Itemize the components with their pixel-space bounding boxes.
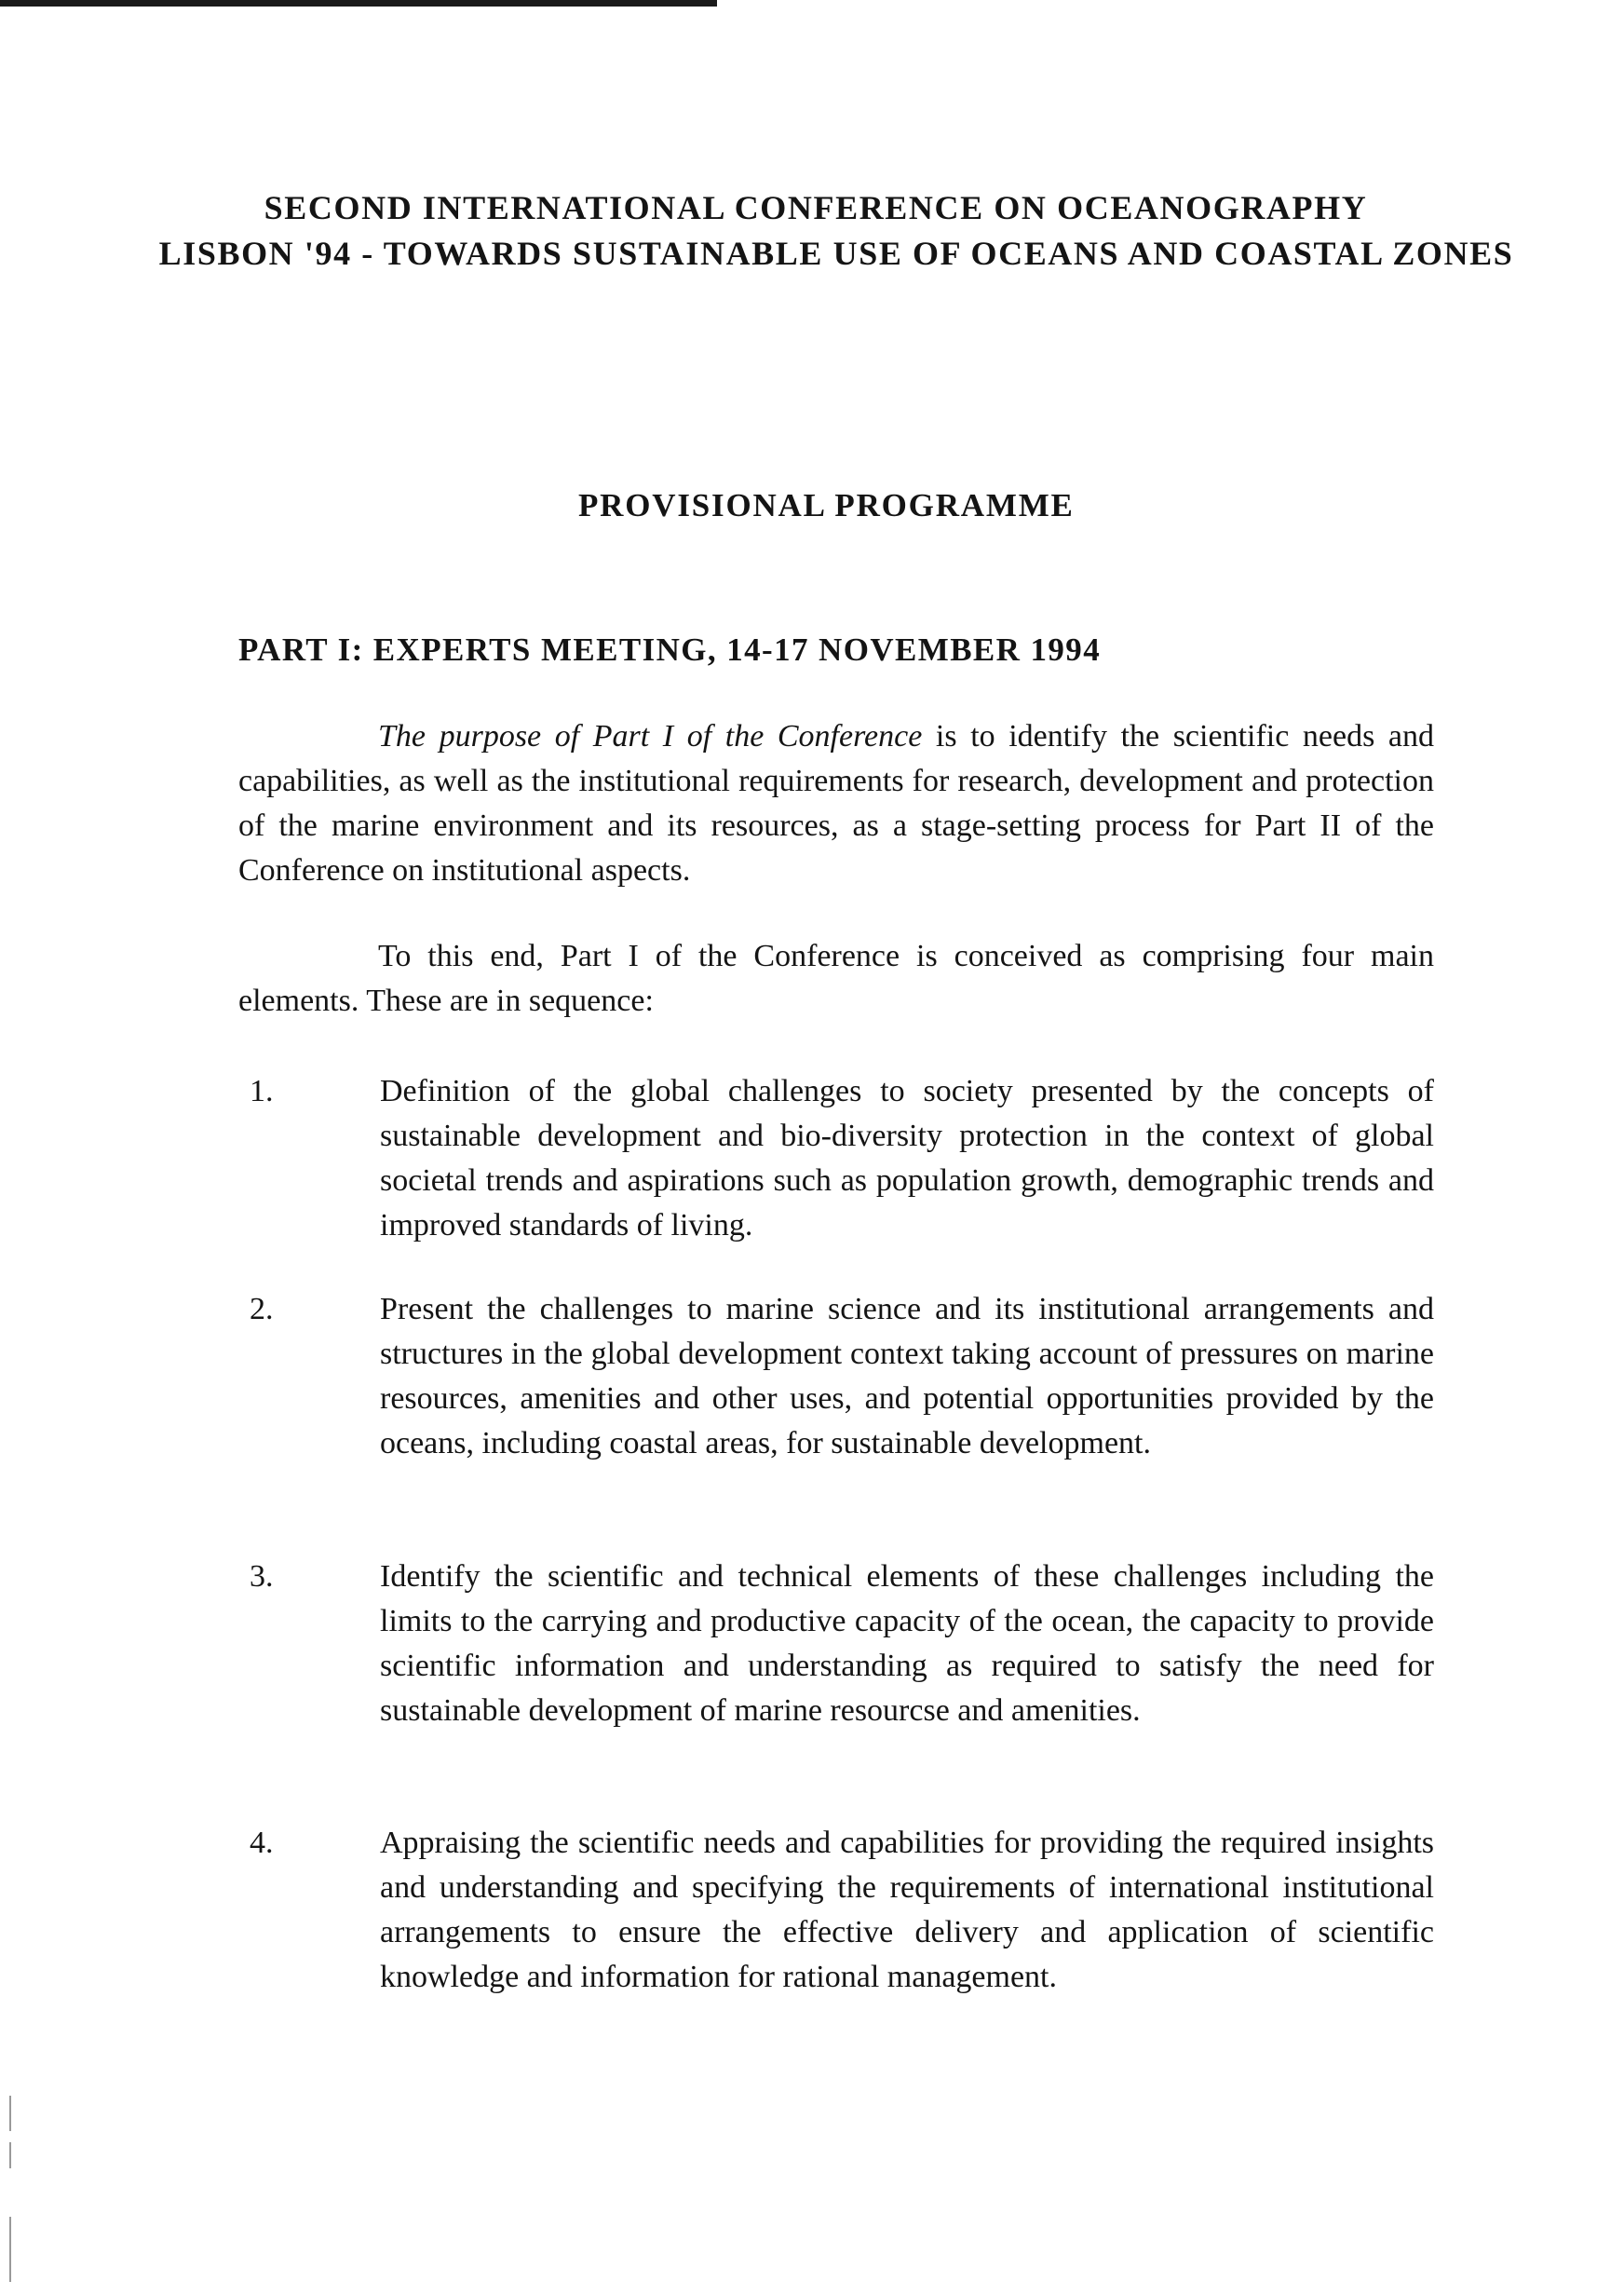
conference-title: SECOND INTERNATIONAL CONFERENCE ON OCEANOGRAPHY <box>264 189 1368 226</box>
intro-lead-italic: The purpose of Part I of the Conference <box>378 719 923 754</box>
elements-intro-paragraph <box>238 934 1434 1024</box>
list-item-text: Definition of the global challenges to society presented by the concepts of sustainable development and bio-diversity protection in the context of global societal trends and aspirations such as population growth, demographic trends and improved standards of living. <box>380 1074 1434 1243</box>
scan-edge-mark <box>9 2096 11 2131</box>
elements-intro-text: To this end, Part I of the Conference is conceived as comprising four main elements. These are in sequence: <box>238 939 1434 1018</box>
list-item-number: 3. <box>250 1559 274 1594</box>
scan-edge-mark <box>9 2217 11 2282</box>
list-item-text: Appraising the scientific needs and capabilities for providing the required insights and understanding and specifying the requirements of international institutional arrangements to ensure the effective delivery and application of scientific knowledge and information for rational management. <box>380 1826 1434 1994</box>
conference-subtitle: LISBON '94 - TOWARDS SUSTAINABLE USE OF OCEANS AND COASTAL ZONES <box>158 235 1514 272</box>
scan-border-top <box>0 0 717 7</box>
list-item-number: 2. <box>250 1292 274 1326</box>
list-item-text: Identify the scientific and technical elements of these challenges including the limits to the carrying and productive capacity of the ocean, the capacity to provide scientific information and understanding as required to satisfy the need for sustainable development of marine resourcse and amenities. <box>380 1559 1434 1728</box>
list-item-number: 4. <box>250 1826 274 1860</box>
intro-paragraph <box>238 714 1434 893</box>
part-heading: PART I: EXPERTS MEETING, 14-17 NOVEMBER 1994 <box>238 631 1102 668</box>
list-item-text: Present the challenges to marine science and its institutional arrangements and structures in the global development context taking account of pressures on marine resources, amenities and other uses, and potential opportunities provided by the oceans, including coastal areas, for sustainable development. <box>380 1292 1434 1460</box>
scan-edge-mark <box>9 2142 11 2168</box>
programme-heading: PROVISIONAL PROGRAMME <box>578 487 1075 523</box>
list-item-number: 1. <box>250 1074 274 1108</box>
intro-lead-text: is to identify the scientific needs and capabilities, as well as the institutional requirements for research, development and protection of the marine environment and its resources, as a stage-setting process for Part II of the Conference on institutional aspects. <box>238 719 1434 888</box>
